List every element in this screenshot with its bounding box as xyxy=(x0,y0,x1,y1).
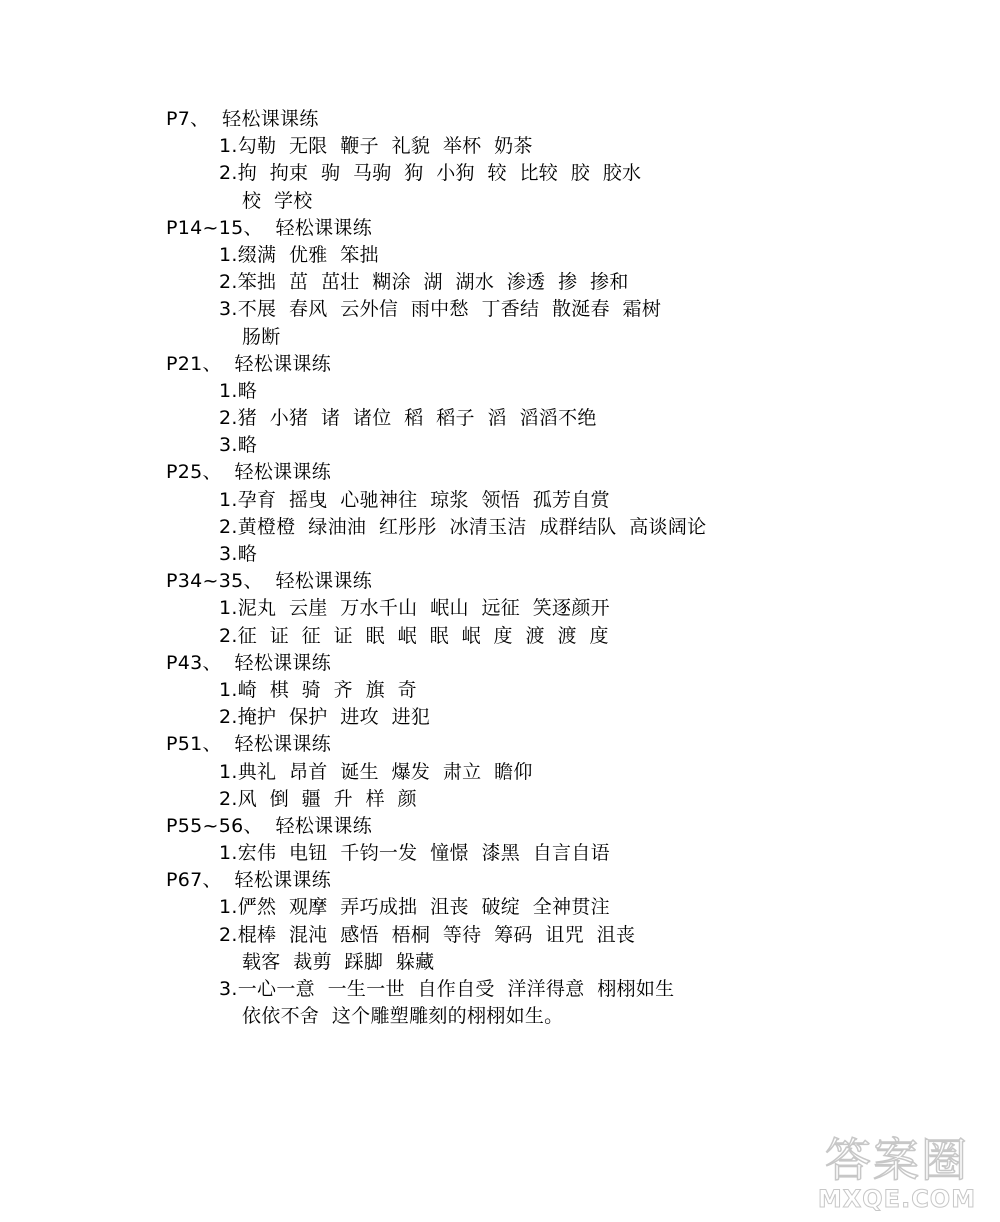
section-title: 轻松课课练 xyxy=(234,733,332,756)
answer-line: 3.不展 春风 云外信 雨中愁 丁香结 散涎春 霜树 xyxy=(219,298,662,321)
section-title: 轻松课课练 xyxy=(275,814,373,837)
watermark-characters: 答案圈 xyxy=(825,1133,969,1187)
section-page-number: P34~35、 xyxy=(166,570,263,593)
section-title: 轻松课课练 xyxy=(222,108,319,130)
section-page-number: P7、 xyxy=(166,108,210,130)
section-page-number: P55~56、 xyxy=(166,814,263,837)
answer-line: 1.典礼 昂首 诞生 爆发 肃立 瞻仰 xyxy=(219,760,533,783)
answer-document xyxy=(0,106,1000,1030)
answer-line: 2.笨拙 茁 茁壮 糊涂 湖 湖水 渗透 掺 掺和 xyxy=(219,271,629,294)
answer-line: 1.缀满 优雅 笨拙 xyxy=(219,243,379,266)
answer-line: 1.宏伟 电钮 千钧一发 憧憬 漆黑 自言自语 xyxy=(219,842,610,865)
answer-line: 3.略 xyxy=(219,543,258,565)
answer-continuation-line: 校 学校 xyxy=(242,189,313,212)
answer-continuation-line: 肠断 xyxy=(242,325,281,348)
answer-line: 2.黄橙橙 绿油油 红彤彤 冰清玉洁 成群结队 高谈阔论 xyxy=(219,515,707,538)
section-title: 轻松课课练 xyxy=(234,651,332,674)
section-page-number: P14~15、 xyxy=(166,216,263,239)
section-heading xyxy=(0,731,1000,758)
answer-line: 2.拘 拘束 驹 马驹 狗 小狗 较 比较 胶 胶水 xyxy=(219,162,642,185)
section-heading xyxy=(0,650,1000,677)
answer-line: 1.崎 棋 骑 齐 旗 奇 xyxy=(219,678,417,701)
section-heading xyxy=(0,106,1000,133)
section-title: 轻松课课练 xyxy=(234,352,332,375)
answer-line: 2.棍棒 混沌 感悟 梧桐 等待 筹码 诅咒 沮丧 xyxy=(219,923,636,946)
answer-line: 2.掩护 保护 进攻 进犯 xyxy=(219,706,431,729)
answer-line: 3.一心一意 一生一世 自作自受 洋洋得意 栩栩如生 xyxy=(219,978,675,1000)
section-title: 轻松课课练 xyxy=(234,869,332,892)
answer-line: 1.勾勒 无限 鞭子 礼貌 举杯 奶茶 xyxy=(219,135,533,158)
answer-line: 1.泥丸 云崖 万水千山 岷山 远征 笑逐颜开 xyxy=(219,597,610,620)
section-page-number: P51、 xyxy=(166,733,222,756)
section-heading xyxy=(0,813,1000,840)
answer-continuation-line: 载客 裁剪 踩脚 躲藏 xyxy=(242,950,435,973)
section-title: 轻松课课练 xyxy=(234,461,332,484)
section-page-number: P67、 xyxy=(166,869,222,892)
watermark-url: MXQE.COM xyxy=(817,1185,977,1213)
answer-line: 2.风 倒 疆 升 样 颜 xyxy=(219,787,417,810)
answer-line: 1.略 xyxy=(219,379,258,402)
section-heading xyxy=(0,568,1000,595)
answer-line: 1.俨然 观摩 弄巧成拙 沮丧 破绽 全神贯注 xyxy=(219,896,610,919)
answer-line: 1.孕育 摇曳 心驰神往 琼浆 领悟 孤芳自赏 xyxy=(219,488,610,511)
section-title: 轻松课课练 xyxy=(275,216,373,239)
section-heading xyxy=(0,351,1000,378)
section-heading xyxy=(0,459,1000,486)
answer-line: 2.猪 小猪 诸 诸位 稻 稻子 滔 滔滔不绝 xyxy=(219,407,597,430)
section-heading xyxy=(0,867,1000,894)
section-heading xyxy=(0,215,1000,242)
answer-continuation-line: 依依不舍 这个雕塑雕刻的栩栩如生。 xyxy=(242,1005,564,1028)
section-page-number: P21、 xyxy=(166,352,222,375)
answer-line: 3.略 xyxy=(219,434,258,457)
watermark-logo xyxy=(802,1134,992,1214)
section-title: 轻松课课练 xyxy=(275,570,373,593)
section-page-number: P43、 xyxy=(166,651,222,674)
section-page-number: P25、 xyxy=(166,461,222,484)
answer-line: 2.征 证 征 证 眠 岷 眠 岷 度 渡 渡 度 xyxy=(219,624,609,647)
